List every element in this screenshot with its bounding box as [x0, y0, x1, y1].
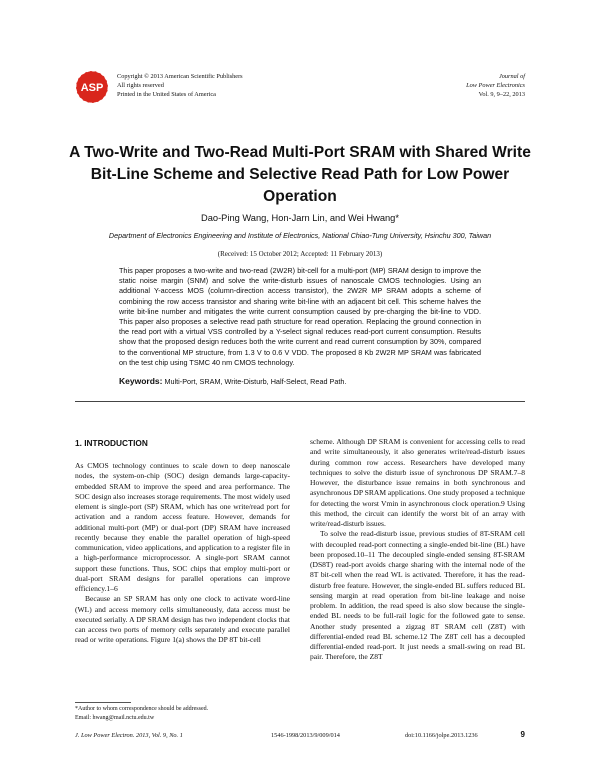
- affiliation: Department of Electronics Engineering and Institute of Electronics, National Chiao-Tung University, Hsinchu 300, Taiwan: [108, 231, 492, 240]
- asp-logo: [75, 70, 109, 104]
- abstract: This paper proposes a two-write and two-read (2W2R) bit-cell for a multi-port (MP) SRAM design to improve the static noise margin (SNM) and solve the write-disturb issues of nanoscale CMOS technologies. Using an additional Y-access MOS (column-direction access transistor), the 2W2R MP SRAM adopts a scheme of combining the row access transistor and sharing write bit-line with an adjacent bit cell. This scheme halves the write bit-line number and mitigates the write current consumption caused by pre-charging the bit-line to VDD. This paper also proposes a selective read path structure for read operation. Replacing the ground connection in the read port with a virtual VSS controlled by a Y-select signal reduces read-port current consumption. Results show that the proposed design reduces both the write current and read current consumption by 30%, compared to the conventional MP structure, from 1.3 V to 0.6 V VDD. The proposed 8 Kb 2W2R MP SRAM was fabricated on the test chip using TSMC 40 nm CMOS technology.: [119, 266, 481, 367]
- left-column: [75, 461, 290, 646]
- keywords: [119, 376, 481, 386]
- paragraph: To solve the read-disturb issue, previous studies of 8T-SRAM cell with decoupled read-port connecting a single-ended bit-line (BL) have been proposed.10–11 The decoupled single-ended sensing 8T-SRAM (DS8T) read-port avoids charge sharing with the internal node of the 8T bit-cell when the read WL is activated. Therefore, it has the read-disturb free feature. However, the single-ended BL suffers reduced BL sensing margin at read operation from bit-line leakage and noise problem. In addition, the read speed is also slow because the single-ended BL needs to be full-rail logic for the followed gate to sense. Another study presented a zigzag 8T SRAM cell (Z8T) with differential-ended read BL scheme.12 The Z8T cell has a decoupled differential-ended read-port. It just needs a small-swing on read BL pair. Therefore, the Z8T: [310, 529, 525, 662]
- footer-doi: doi:10.1166/jolpe.2013.1236: [405, 732, 478, 739]
- paper-title: A Two-Write and Two-Read Multi-Port SRAM with Shared Write Bit-Line Scheme and Selective Read Path for Low Power Operation: [69, 144, 531, 205]
- rights-line: All rights reserved: [117, 82, 164, 89]
- copyright-line: Copyright © 2013 American Scientific Publishers: [117, 73, 243, 80]
- paragraph: scheme. Although DP SRAM is convenient for accessing cells to read and write simultaneously, it also generates write/read-disturb issues during common row access. Researchers have developed many techniques to solve the disturb issue of synchronous DP SRAM.7–8 However, the disturbance issue remains in both synchronous and asynchronous DP SRAM applications. One study proposed a technique for detecting the worst Vmin in asynchronous clock operation.9 Using this method, the circuit can identify the worst bit of an array with write/read-disturb issues.: [310, 437, 525, 528]
- printed-line: Printed in the United States of America: [117, 91, 216, 98]
- journal-info: [466, 72, 525, 99]
- page-footer: [75, 730, 525, 740]
- footnote: [75, 705, 208, 722]
- section-heading: 1. INTRODUCTION: [75, 438, 148, 448]
- page-header: [75, 70, 525, 104]
- paper-authors: Dao-Ping Wang, Hon-Jarn Lin, and Wei Hwang*: [201, 213, 399, 223]
- footnote-email: Email: hwang@mail.nctu.edu.tw: [75, 714, 155, 721]
- keywords-text: Multi-Port, SRAM, Write-Disturb, Half-Select, Read Path.: [164, 377, 347, 386]
- paragraph: Because an SP SRAM has only one clock to activate word-line (WL) and access memory cells simultaneously, data access must be executed serially. A DP SRAM design has two independent clocks that can access two ports of memory cells separately and execute parallel read or write operations. Figure 1(a) shows the DP 8T bit-cell: [75, 594, 290, 645]
- logo-text: ASP: [80, 82, 104, 94]
- received-dates: (Received: 15 October 2012; Accepted: 11 February 2013): [217, 250, 383, 258]
- journal-name: Low Power Electronics: [466, 82, 525, 89]
- publisher-info: [117, 72, 243, 99]
- footnote-divider: [75, 702, 131, 703]
- footnote-author: *Author to whom correspondence should be addressed.: [75, 706, 209, 712]
- journal-volume: Vol. 9, 9–22, 2013: [478, 91, 525, 98]
- footer-issn: 1546-1998/2013/9/009/014: [271, 732, 340, 739]
- section-divider: [75, 401, 525, 402]
- right-column: [310, 437, 525, 663]
- page-number: 9: [520, 730, 525, 739]
- footer-journal: J. Low Power Electron. 2013, Vol. 9, No. 1: [75, 732, 183, 739]
- paragraph: As CMOS technology continues to scale down to deep nanoscale nodes, the system-on-chip (SOC) design demands large-capacity-embedded SRAM to improve the speed and area performance. The SOC design also increases storage requirements. The most widely used element is single-port (SP) SRAM, which has one write/read port for activation and a random access feature. However, demands for additional multi-port (MP) or dual-port (DP) SRAM have increased recently because they enable the parallel operation of high-speed communication, video applications, and application to a register file in a high-performance microprocessor. A single-port SRAM cannot support these functions. Thus, SOC chips that employ multi-port or dual-port SRAM designs for parallel operations can improve efficiency.1–6: [75, 461, 290, 593]
- keywords-label: Keywords:: [119, 376, 163, 386]
- journal-of: Journal of: [498, 73, 525, 80]
